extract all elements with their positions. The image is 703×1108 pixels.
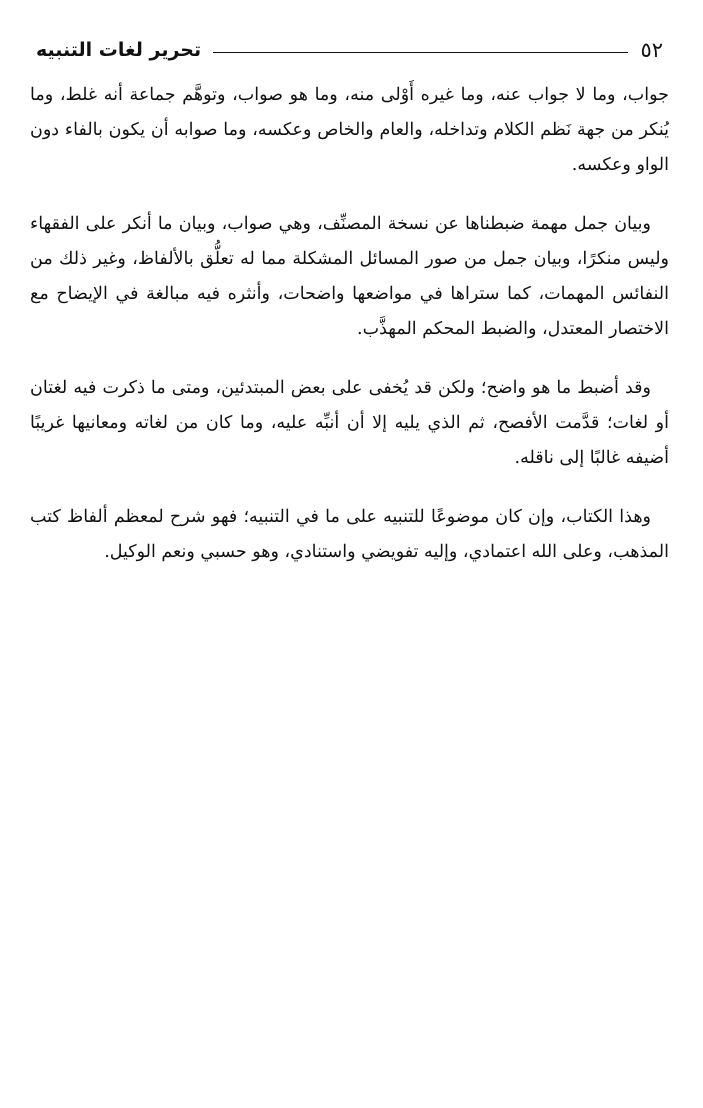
header-rule bbox=[213, 52, 628, 53]
paragraph-2: وبيان جمل مهمة ضبطناها عن نسخة المصنِّف، وهي صواب، وبيان ما أنكر على الفقهاء وليس منكرًا، وبيان جمل من صور المسائل المشكلة مما له تعلُّق بالألفاظ، وغير ذلك من النفائس المهمات، كما ستراها في مواضعها واضحات، وأنثره فيه مبالغة في الإيضاح مع الاختصار المعتدل، والضبط المحكم المهذَّب. bbox=[30, 214, 669, 339]
header-title: تحرير لغات التنبيه bbox=[36, 39, 202, 61]
page-number: ٥٢ bbox=[640, 38, 663, 62]
running-header bbox=[36, 30, 663, 70]
paragraph-4: وهذا الكتاب، وإن كان موضوعًا للتنبيه على ما في التنبيه؛ فهو شرح لمعظم ألفاظ كتب المذهب، وعلى الله اعتمادي، وإليه تفويضي واستنادي، وهو حسبي ونعم الوكيل. bbox=[30, 507, 669, 562]
paragraph-1: جواب، وما لا جواب عنه، وما غيره أَوْلى منه، وما هو صواب، وتوهَّم جماعة أنه غلط، وما يُنكر من جهة نَظم الكلام وتداخله، والعام والخاص وعكسه، وما صوابه أن يكون بالفاء دون الواو وعكسه. bbox=[30, 85, 669, 175]
body-text bbox=[30, 78, 669, 594]
paragraph-3: وقد أضبط ما هو واضح؛ ولكن قد يُخفى على بعض المبتدئين، ومتى ما ذكرت فيه لغتان أو لغات؛ قدَّمت الأفصح، ثم الذي يليه إلا أن أنبِّه عليه، وما كان من لغاته ومعانيها غريبًا أضيفه غالبًا إلى ناقله. bbox=[30, 378, 669, 468]
